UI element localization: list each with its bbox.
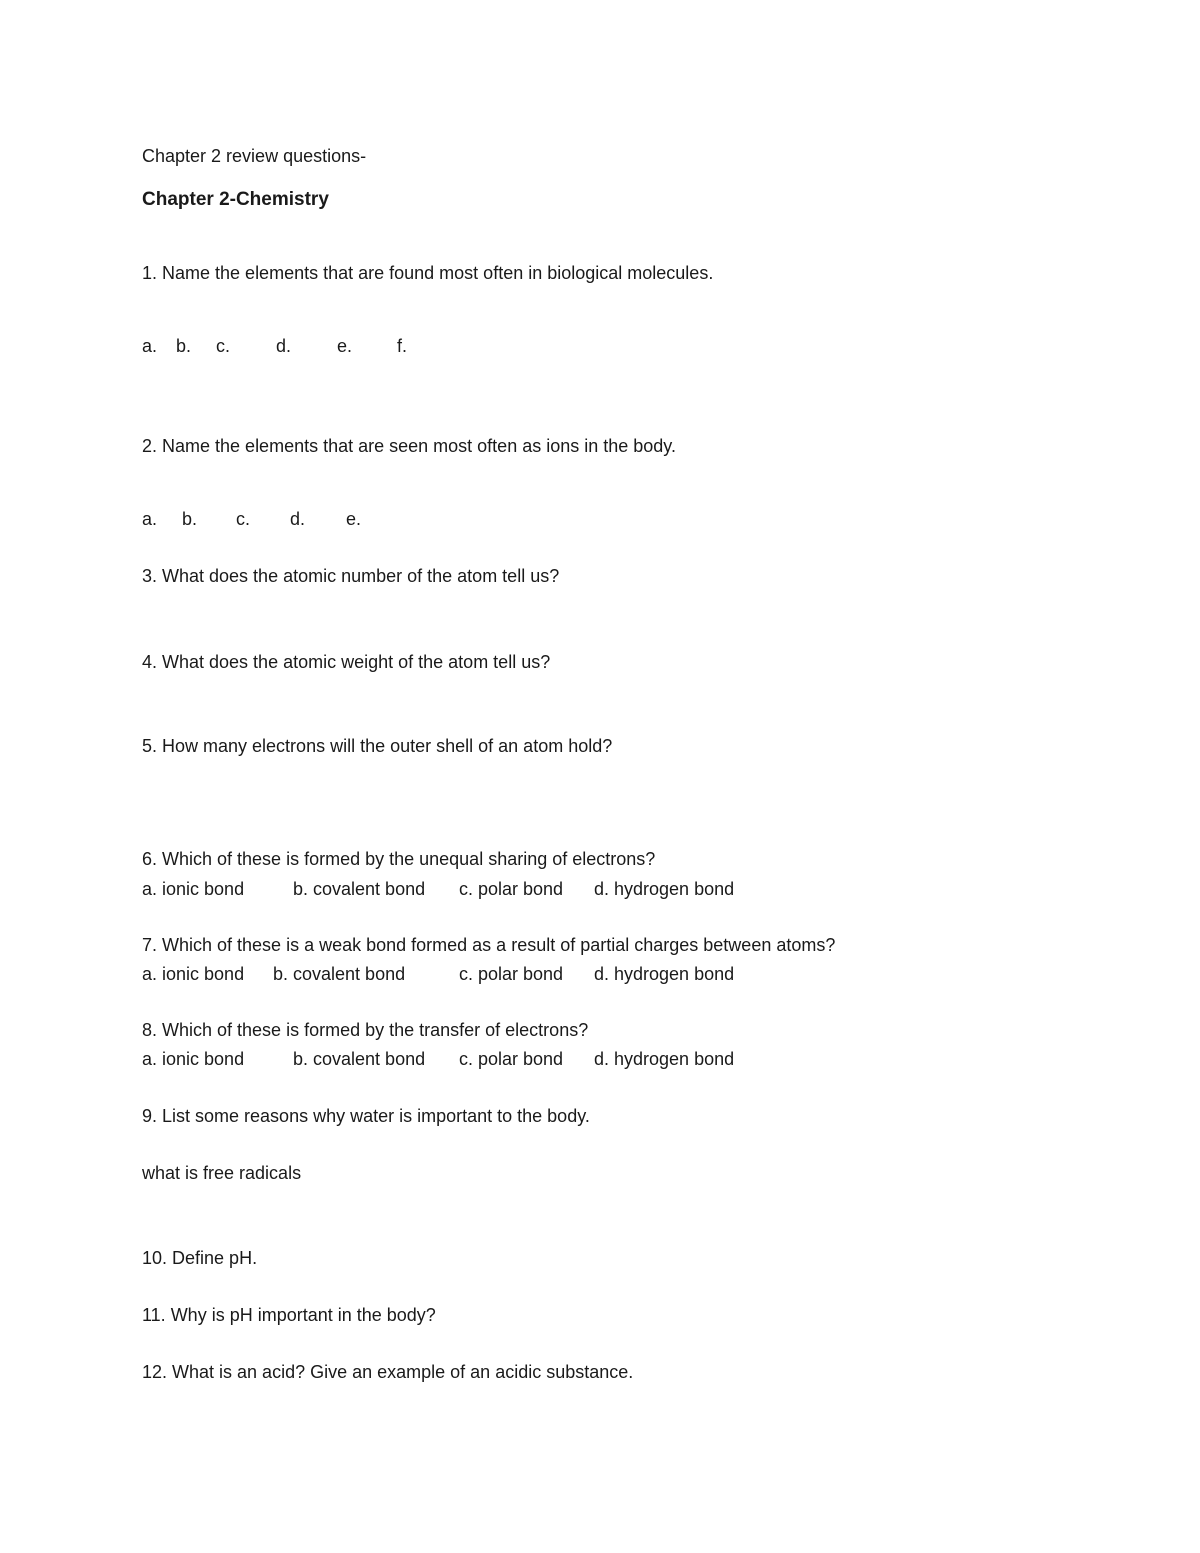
question-3: 3. What does the atomic number of the atom tell us? — [142, 566, 560, 586]
q2-option-c: c. — [236, 509, 251, 529]
q7-option-c: c. polar bond — [459, 964, 564, 984]
q8-option-c: c. polar bond — [459, 1049, 564, 1069]
q1-option-a: a. — [142, 336, 158, 356]
q8-option-b: b. covalent bond — [293, 1049, 426, 1069]
q1-option-f: f. — [397, 336, 408, 356]
question-10: 10. Define pH. — [142, 1248, 258, 1268]
q6-option-d: d. hydrogen bond — [594, 879, 735, 899]
q6-option-a: a. ionic bond — [142, 879, 245, 899]
question-1: 1. Name the elements that are found most often in biological molecules. — [142, 263, 714, 283]
q6-option-c: c. polar bond — [459, 879, 564, 899]
q6-option-b: b. covalent bond — [293, 879, 426, 899]
q2-option-e: e. — [346, 509, 362, 529]
question-4: 4. What does the atomic weight of the atom tell us? — [142, 652, 551, 672]
question-6: 6. Which of these is formed by the unequal sharing of electrons? — [142, 849, 656, 869]
question-5: 5. How many electrons will the outer shell of an atom hold? — [142, 736, 613, 756]
document-heading: Chapter 2 review questions- — [142, 146, 367, 166]
question-11: 11. Why is pH important in the body? — [142, 1305, 436, 1325]
free-radicals-note: what is free radicals — [142, 1163, 302, 1183]
q2-option-d: d. — [290, 509, 306, 529]
question-2: 2. Name the elements that are seen most often as ions in the body. — [142, 436, 676, 456]
q1-option-e: e. — [337, 336, 353, 356]
q8-option-a: a. ionic bond — [142, 1049, 245, 1069]
q1-option-d: d. — [276, 336, 292, 356]
q2-option-b: b. — [182, 509, 198, 529]
q2-option-a: a. — [142, 509, 158, 529]
q8-option-d: d. hydrogen bond — [594, 1049, 735, 1069]
q7-option-d: d. hydrogen bond — [594, 964, 735, 984]
q7-option-a: a. ionic bond — [142, 964, 245, 984]
q7-option-b: b. covalent bond — [273, 964, 406, 984]
q1-option-c: c. — [216, 336, 231, 356]
chapter-title: Chapter 2-Chemistry — [142, 189, 329, 210]
question-9: 9. List some reasons why water is important to the body. — [142, 1106, 590, 1126]
question-12: 12. What is an acid? Give an example of an acidic substance. — [142, 1362, 634, 1382]
q1-option-b: b. — [176, 336, 192, 356]
question-8: 8. Which of these is formed by the transfer of electrons? — [142, 1020, 589, 1040]
question-7: 7. Which of these is a weak bond formed as a result of partial charges between atoms? — [142, 935, 836, 955]
